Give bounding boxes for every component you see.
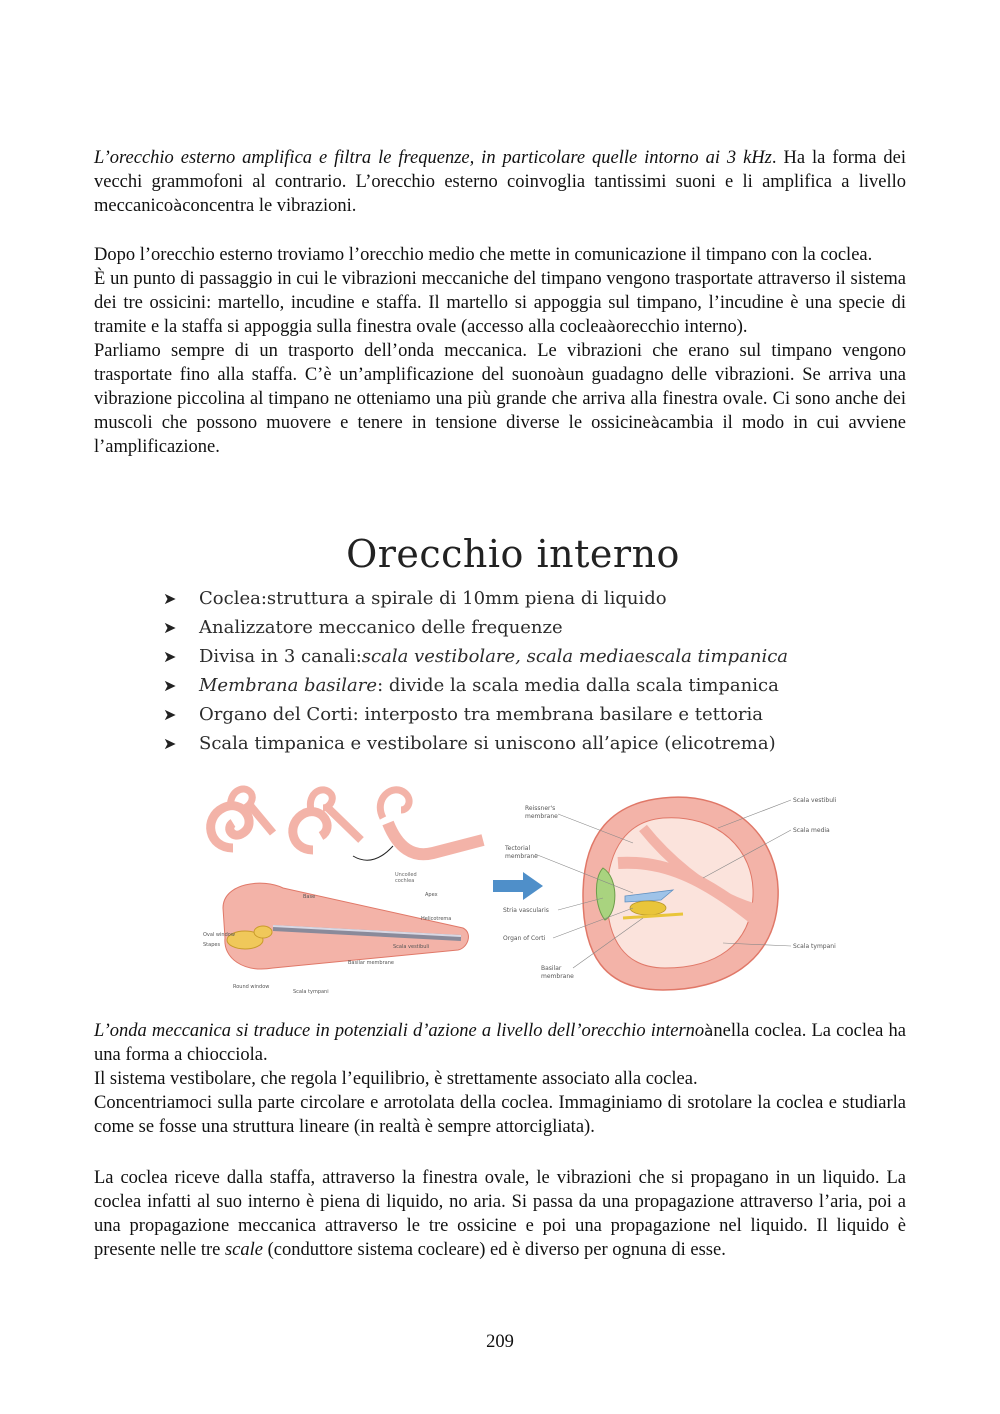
inner-ear-figure	[163, 528, 863, 1008]
basilar-membrane-small-label: Basilar membrane	[348, 960, 394, 966]
coiled-cochlea-1	[211, 789, 273, 848]
round-window-label: Round window	[233, 984, 270, 990]
middle-ear-intro: Dopo l’orecchio esterno troviamo l’orecchio medio che mette in comunicazione il timpano con la coclea.	[94, 245, 873, 265]
reissner-label: Reissner's	[525, 805, 556, 812]
transition-arrow-icon	[493, 872, 543, 900]
bullet-item: ➤ Coclea: struttura a spirale di 10mm piena di liquido	[163, 588, 667, 609]
figure-title: Orecchio interno	[346, 532, 680, 576]
bullet-item: ➤ Organo del Corti: interposto tra membrana basilare e tettoria	[163, 704, 763, 725]
mechanical-wave-transport: Parliamo sempre di un trasporto dell’onda meccanica. Le vibrazioni che erano sul timpano vengono trasportate fino alla staffa. C’è un’amplificazione del suonoàun guadagno delle vibrazioni. Se arriva una vibrazione piccolina al timpano ne otteniamo una più grande che arriva alla finestra ovale. Ci sono anche dei muscoli che possono muovere e tenere in tensione diverse le ossicineàcambia il modo in cui avviene l’amplificazione.	[94, 341, 906, 457]
paragraph-middle-ear	[94, 243, 906, 459]
arrow-symbol: à	[606, 318, 616, 336]
bullet-item: ➤ Divisa in 3 canali: scala vestibolare, scala media e scala timpanica	[163, 646, 789, 667]
organ-corti-label: Organ of Corti	[503, 935, 546, 942]
scala-tympani-small-label: Scala tympani	[293, 989, 329, 995]
stria-label: Stria vascularis	[503, 907, 549, 914]
helicotrema-label: Helicotrema	[421, 916, 452, 922]
uncoil-cochlea: Concentriamoci sulla parte circolare e arrotolata della coclea. Immaginiamo di srotolare la coclea e studiarla come se fosse una struttura lineare (in realtà è sempre attorcigliata).	[94, 1093, 906, 1137]
scala-tympani-label: Scala tympani	[793, 943, 836, 950]
arrow-symbol: à	[173, 197, 183, 215]
inner-ear-intro: L’onda meccanica si traduce in potenziali d’azione a livello dell’orecchio internoànella coclea. La coclea ha una forma a chiocciola.	[94, 1021, 907, 1065]
uncoiled-label: Uncoiled	[395, 872, 417, 878]
arrow-symbol: à	[704, 1022, 714, 1040]
tectorial-label: Tectorial	[505, 845, 531, 852]
paragraph-inner-ear	[94, 1019, 906, 1139]
uncoiled-label-2: cochlea	[395, 878, 415, 884]
bullet-arrow-icon: ➤	[163, 589, 177, 608]
cochlea-illustration	[163, 768, 863, 1008]
bullet-arrow-icon: ➤	[163, 676, 177, 695]
bullet-item: ➤ Membrana basilare : divide la scala media dalla scala timpanica	[163, 675, 779, 696]
bullet-item: ➤ Scala timpanica e vestibolare si uniscono all’apice (elicotrema)	[163, 733, 776, 754]
bullet-arrow-icon: ➤	[163, 734, 177, 753]
arrow-symbol: à	[650, 414, 660, 432]
paragraph-cochlea-liquid: La coclea riceve dalla staffa, attraverso la finestra ovale, le vibrazioni che si propagano in un liquido. La coclea infatti al suo interno è piena di liquido, no aria. Si passa da una propagazione attraverso l’aria, poi a una propagazione meccanica attraverso le tre ossicine e poi una propagazione nel liquido. Il liquido è presente nelle tre scale (conduttore sistema cocleare) ed è diverso per ognuna di esse.	[94, 1168, 906, 1260]
oval-window-label: Oval window	[203, 932, 235, 938]
reissner-label-2: membrane	[525, 813, 558, 820]
bullet-arrow-icon: ➤	[163, 647, 177, 666]
uncoiled-cochlea-3	[380, 790, 483, 854]
uncoiling-sequence	[211, 789, 483, 860]
figure-bullet-list	[163, 584, 863, 758]
page-number: 209	[486, 1332, 514, 1352]
bullet-item: ➤ Analizzatore meccanico delle frequenze	[163, 617, 563, 638]
bullet-arrow-icon: ➤	[163, 618, 177, 637]
scala-vestibuli-label: Scala vestibuli	[793, 797, 837, 804]
cochlea-cross-section	[583, 797, 778, 990]
ossicles-description: È un punto di passaggio in cui le vibrazioni meccaniche del timpano vengono trasportate attraverso il sistema dei tre ossicini: martello, incudine e staffa. Il martello si appoggia sul timpano, l’incudine è una specie di tramite e la staffa si appoggia sulla finestra ovale (accesso alla cocleaàorecchio interno).	[94, 269, 906, 337]
scala-media-label: Scala media	[793, 827, 830, 834]
apex-label: Apex	[425, 892, 438, 898]
base-label: Base	[303, 894, 316, 900]
paragraph-outer-ear: L’orecchio esterno amplifica e filtra le frequenze, in particolare quelle intorno ai 3 kHz. Ha la forma dei vecchi grammofoni al contrario. L’orecchio esterno coinvoglia tantissimi suoni e li amplifica a livello meccanicoàconcentra le vibrazioni.	[94, 148, 906, 216]
basilar-label: Basilar	[541, 965, 562, 972]
vestibular-system: Il sistema vestibolare, che regola l’equilibrio, è strettamente associato alla coclea.	[94, 1069, 698, 1089]
arrow-symbol: à	[556, 366, 566, 384]
tectorial-label-2: membrane	[505, 853, 538, 860]
outer-ear-italic-lead: L’orecchio esterno amplifica e filtra le frequenze, in particolare quelle intorno ai 3 kHz	[94, 148, 772, 168]
basilar-label-2: membrane	[541, 973, 574, 980]
stapes-label: Stapes	[203, 942, 221, 948]
scala-vestibuli-small-label: Scala vestibuli	[393, 944, 430, 950]
bullet-arrow-icon: ➤	[163, 705, 177, 724]
